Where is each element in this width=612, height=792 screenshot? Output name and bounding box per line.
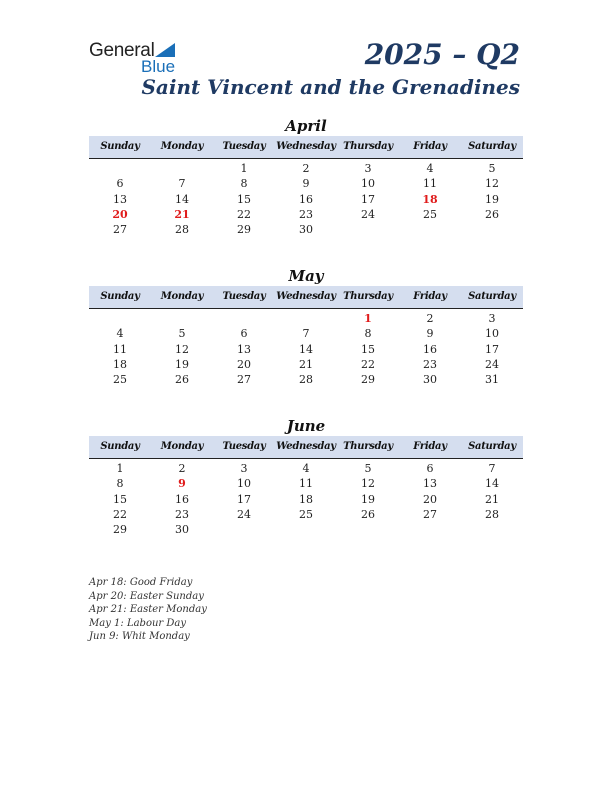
day-cell: 28 bbox=[485, 507, 499, 521]
day-cell: 9 bbox=[178, 477, 186, 491]
day-cell: 14 bbox=[485, 477, 499, 491]
logo-general-text: General bbox=[89, 40, 155, 61]
page-subtitle: Saint Vincent and the Grenadines bbox=[141, 75, 520, 99]
day-cell: 30 bbox=[423, 373, 437, 387]
day-cell: 27 bbox=[423, 507, 437, 521]
day-cell: 4 bbox=[426, 162, 434, 175]
weekday-label: Friday bbox=[413, 291, 447, 302]
weekday-label: Friday bbox=[413, 141, 447, 152]
day-cell: 16 bbox=[423, 342, 437, 356]
weekday-header bbox=[89, 136, 523, 159]
day-cell: 10 bbox=[237, 477, 251, 491]
day-cell: 13 bbox=[237, 342, 251, 356]
weekday-label: Monday bbox=[160, 441, 204, 452]
day-cell: 12 bbox=[485, 177, 499, 191]
holiday-list-item: May 1: Labour Day bbox=[89, 617, 186, 629]
empty-day-cell bbox=[275, 522, 337, 537]
weekday-label: Saturday bbox=[468, 141, 516, 152]
month-name: April bbox=[285, 117, 327, 135]
calendar-may bbox=[89, 266, 523, 387]
holiday-list bbox=[89, 576, 207, 644]
day-cell: 17 bbox=[361, 192, 375, 206]
week-row bbox=[89, 326, 523, 341]
weekday-label: Monday bbox=[160, 291, 204, 302]
day-cell: 16 bbox=[299, 192, 313, 206]
day-cell: 14 bbox=[175, 192, 189, 206]
day-cell: 8 bbox=[364, 327, 372, 341]
weekday-label: Friday bbox=[413, 441, 447, 452]
day-cell: 24 bbox=[361, 207, 375, 221]
day-cell: 3 bbox=[364, 162, 372, 175]
day-cell: 22 bbox=[361, 357, 375, 371]
day-cell: 24 bbox=[485, 357, 499, 371]
day-cell: 16 bbox=[175, 492, 189, 506]
weekday-label: Tuesday bbox=[222, 441, 266, 452]
day-cell: 18 bbox=[422, 192, 438, 206]
day-cell: 12 bbox=[361, 477, 375, 491]
empty-day-cell bbox=[399, 522, 461, 537]
day-cell: 10 bbox=[485, 327, 499, 341]
holiday-list-item: Apr 20: Easter Sunday bbox=[89, 590, 204, 602]
day-cell: 20 bbox=[112, 207, 128, 221]
weekday-label: Thursday bbox=[343, 291, 393, 302]
empty-day-cell bbox=[89, 161, 151, 176]
generalblue-logo bbox=[89, 40, 189, 76]
day-cell: 15 bbox=[237, 192, 251, 206]
day-cell: 3 bbox=[488, 312, 496, 325]
day-cell: 31 bbox=[485, 373, 499, 387]
holiday-list-item: Jun 9: Whit Monday bbox=[89, 631, 190, 643]
day-cell: 20 bbox=[237, 357, 251, 371]
day-cell: 26 bbox=[485, 207, 499, 221]
weekday-label: Wednesday bbox=[276, 441, 336, 452]
weekday-label: Tuesday bbox=[222, 141, 266, 152]
day-cell: 21 bbox=[299, 357, 313, 371]
day-cell: 11 bbox=[113, 342, 127, 356]
day-cell: 25 bbox=[299, 507, 313, 521]
empty-day-cell bbox=[337, 522, 399, 537]
empty-day-cell bbox=[461, 222, 523, 237]
day-cell: 4 bbox=[116, 327, 124, 341]
empty-day-cell bbox=[151, 161, 213, 176]
weekday-label: Wednesday bbox=[276, 141, 336, 152]
day-cell: 3 bbox=[240, 462, 248, 475]
day-cell: 9 bbox=[426, 327, 434, 341]
calendar-april bbox=[89, 116, 523, 237]
logo-blue-text: Blue bbox=[141, 57, 176, 76]
week-row bbox=[89, 192, 523, 207]
day-cell: 10 bbox=[361, 177, 375, 191]
day-cell: 19 bbox=[485, 192, 499, 206]
week-row bbox=[89, 461, 523, 476]
weekday-label: Wednesday bbox=[276, 291, 336, 302]
empty-day-cell bbox=[213, 311, 275, 326]
day-cell: 17 bbox=[485, 342, 499, 356]
week-row bbox=[89, 492, 523, 507]
weekday-label: Sunday bbox=[100, 141, 140, 152]
day-cell: 23 bbox=[299, 207, 313, 221]
calendar-june bbox=[89, 416, 523, 537]
day-cell: 23 bbox=[423, 357, 437, 371]
holiday-list-item: Apr 18: Good Friday bbox=[89, 577, 193, 588]
day-cell: 2 bbox=[302, 162, 310, 175]
day-cell: 17 bbox=[237, 492, 251, 506]
holiday-list-item: Apr 21: Easter Monday bbox=[89, 604, 207, 616]
day-cell: 20 bbox=[423, 492, 437, 506]
week-row bbox=[89, 207, 523, 222]
day-cell: 15 bbox=[361, 342, 375, 356]
week-row bbox=[89, 161, 523, 176]
week-row bbox=[89, 522, 523, 537]
empty-day-cell bbox=[275, 311, 337, 326]
day-cell: 25 bbox=[113, 373, 127, 387]
month-name: June bbox=[286, 417, 326, 435]
weekday-label: Saturday bbox=[468, 441, 516, 452]
day-cell: 27 bbox=[113, 223, 127, 237]
week-row bbox=[89, 311, 523, 326]
day-cell: 11 bbox=[299, 477, 313, 491]
day-cell: 5 bbox=[178, 327, 186, 341]
day-cell: 13 bbox=[423, 477, 437, 491]
empty-day-cell bbox=[151, 311, 213, 326]
day-cell: 24 bbox=[237, 507, 251, 521]
day-cell: 7 bbox=[302, 327, 310, 341]
weekday-label: Saturday bbox=[468, 291, 516, 302]
weekday-header bbox=[89, 436, 523, 459]
day-cell: 26 bbox=[175, 373, 189, 387]
day-cell: 8 bbox=[240, 177, 248, 191]
weekday-label: Tuesday bbox=[222, 291, 266, 302]
day-cell: 5 bbox=[364, 462, 372, 475]
day-cell: 1 bbox=[116, 462, 124, 475]
day-cell: 28 bbox=[175, 223, 189, 237]
day-cell: 29 bbox=[113, 523, 127, 537]
weekday-label: Monday bbox=[160, 141, 204, 152]
day-cell: 29 bbox=[237, 223, 251, 237]
logo-triangle-icon bbox=[155, 43, 175, 57]
day-cell: 26 bbox=[361, 507, 375, 521]
day-cell: 18 bbox=[299, 492, 313, 506]
day-cell: 30 bbox=[175, 523, 189, 537]
day-cell: 23 bbox=[175, 507, 189, 521]
day-cell: 13 bbox=[113, 192, 127, 206]
day-cell: 6 bbox=[116, 177, 124, 191]
day-cell: 15 bbox=[113, 492, 127, 506]
empty-day-cell bbox=[213, 522, 275, 537]
day-cell: 22 bbox=[237, 207, 251, 221]
weekday-label: Thursday bbox=[343, 441, 393, 452]
week-row bbox=[89, 222, 523, 237]
day-cell: 1 bbox=[364, 312, 372, 325]
day-cell: 6 bbox=[240, 327, 248, 341]
day-cell: 21 bbox=[485, 492, 499, 506]
week-row bbox=[89, 507, 523, 522]
week-row bbox=[89, 357, 523, 372]
month-name: May bbox=[288, 267, 324, 285]
week-row bbox=[89, 342, 523, 357]
week-row bbox=[89, 372, 523, 387]
week-row bbox=[89, 176, 523, 191]
day-cell: 7 bbox=[178, 177, 186, 191]
weekday-header bbox=[89, 286, 523, 309]
empty-day-cell bbox=[337, 222, 399, 237]
day-cell: 11 bbox=[423, 177, 437, 191]
day-cell: 7 bbox=[488, 462, 496, 475]
day-cell: 21 bbox=[174, 207, 190, 221]
day-cell: 25 bbox=[423, 207, 437, 221]
day-cell: 9 bbox=[302, 177, 310, 191]
weekday-label: Thursday bbox=[343, 141, 393, 152]
weekday-label: Sunday bbox=[100, 291, 140, 302]
day-cell: 19 bbox=[175, 357, 189, 371]
day-cell: 22 bbox=[113, 507, 127, 521]
day-cell: 18 bbox=[113, 357, 127, 371]
day-cell: 4 bbox=[302, 462, 310, 475]
day-cell: 30 bbox=[299, 223, 313, 237]
day-cell: 2 bbox=[178, 462, 186, 475]
day-cell: 2 bbox=[426, 312, 434, 325]
page-title: 2025 – Q2 bbox=[364, 38, 520, 71]
week-row bbox=[89, 476, 523, 491]
empty-day-cell bbox=[399, 222, 461, 237]
day-cell: 8 bbox=[116, 477, 124, 491]
day-cell: 14 bbox=[299, 342, 313, 356]
day-cell: 19 bbox=[361, 492, 375, 506]
day-cell: 5 bbox=[488, 162, 496, 175]
day-cell: 1 bbox=[240, 162, 248, 175]
weekday-label: Sunday bbox=[100, 441, 140, 452]
day-cell: 28 bbox=[299, 373, 313, 387]
day-cell: 27 bbox=[237, 373, 251, 387]
day-cell: 12 bbox=[175, 342, 189, 356]
day-cell: 6 bbox=[426, 462, 434, 475]
empty-day-cell bbox=[89, 311, 151, 326]
empty-day-cell bbox=[461, 522, 523, 537]
day-cell: 29 bbox=[361, 373, 375, 387]
